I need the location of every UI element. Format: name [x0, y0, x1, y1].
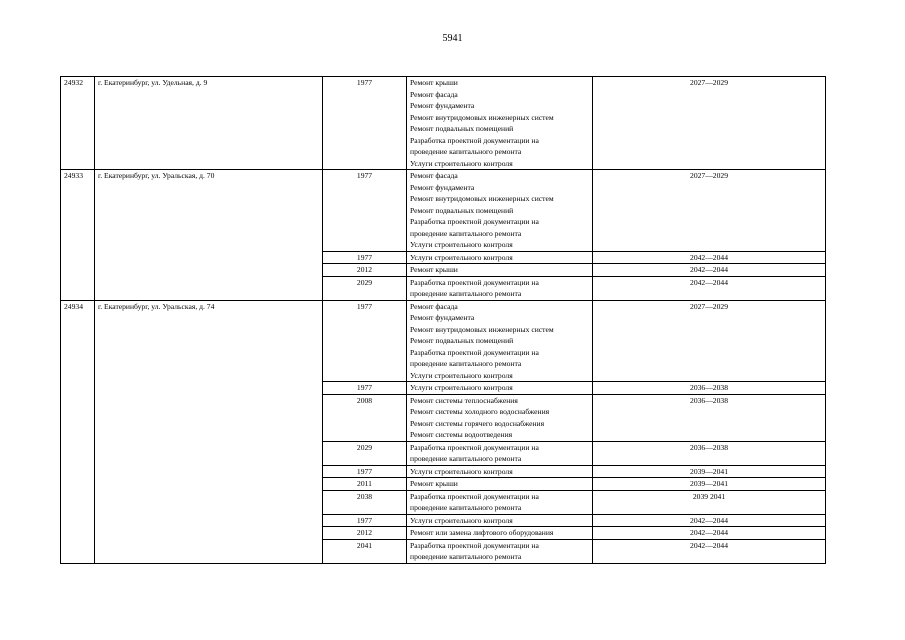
period-cell: 2036—2038	[593, 394, 826, 441]
table-body	[61, 77, 826, 564]
works-cell	[407, 394, 593, 441]
year-cell: 2038	[323, 490, 407, 514]
year-cell: 2011	[323, 478, 407, 491]
period-cell: 2036—2038	[593, 382, 826, 395]
period-cell: 2027—2029	[593, 170, 826, 252]
period-cell: 2039—2041	[593, 465, 826, 478]
work-item: Ремонт фундамента	[410, 313, 475, 322]
work-item: Услуги строительного контроля	[410, 158, 513, 168]
works-cell	[407, 465, 593, 478]
works-cell	[407, 539, 593, 563]
period-cell: 2027—2029	[593, 300, 826, 382]
period-cell: 2042—2044	[593, 514, 826, 527]
year-cell: 2029	[323, 276, 407, 300]
work-item: Услуги строительного контроля	[410, 466, 513, 476]
year-cell: 1977	[323, 251, 407, 264]
period-cell: 2039—2041	[593, 478, 826, 491]
year-cell: 1977	[323, 382, 407, 395]
building-id: 24933	[61, 170, 95, 301]
year-cell: 1977	[323, 77, 407, 170]
period-cell: 2042—2044	[593, 251, 826, 264]
period-cell: 2036—2038	[593, 441, 826, 465]
work-item: Услуги строительного контроля	[410, 252, 513, 262]
work-item: Услуги строительного контроля	[410, 383, 513, 392]
year-cell: 2012	[323, 264, 407, 277]
work-item: Услуги строительного контроля	[410, 370, 513, 380]
works-cell	[407, 77, 593, 170]
period-cell: 2042—2044	[593, 527, 826, 540]
work-item: Ремонт системы холодного водоснабжения	[410, 407, 550, 416]
work-item: Разработка проектной документации на	[410, 347, 539, 357]
work-item: Разработка проектной документации на	[410, 491, 539, 501]
works-cell	[407, 264, 593, 277]
work-item: проведение капитального ремонта	[410, 359, 522, 368]
work-item: Ремонт подвальных помещений	[410, 124, 514, 133]
work-item: проведение капитального ремонта	[410, 228, 522, 238]
work-item: проведение капитального ремонта	[410, 454, 522, 463]
work-item: Ремонт фасада	[410, 89, 458, 99]
year-cell: 1977	[323, 170, 407, 252]
period-cell: 2042—2044	[593, 264, 826, 277]
works-cell	[407, 527, 593, 540]
building-id: 24934	[61, 300, 95, 563]
works-cell	[407, 490, 593, 514]
work-item: Ремонт или замена лифтового оборудования	[410, 528, 554, 537]
work-item: Ремонт фасада	[410, 301, 458, 311]
work-item: проведение капитального ремонта	[410, 147, 522, 156]
work-item: Ремонт внутридомовых инженерных систем	[410, 194, 554, 203]
building-id: 24932	[61, 77, 95, 170]
year-cell: 1977	[323, 465, 407, 478]
work-item: Ремонт системы теплоснабжения	[410, 395, 518, 405]
work-item: Ремонт крыши	[410, 78, 458, 87]
work-item: Разработка проектной документации на	[410, 277, 539, 287]
works-cell	[407, 382, 593, 395]
building-address: г. Екатеринбург, ул. Удельная, д. 9	[95, 77, 323, 170]
work-item: Услуги строительного контроля	[410, 515, 513, 525]
work-item: Ремонт внутридомовых инженерных систем	[410, 324, 554, 334]
table-row	[61, 300, 826, 382]
work-item: Ремонт системы водоотведения	[410, 430, 513, 439]
work-item: Ремонт крыши	[410, 479, 458, 488]
work-item: Ремонт внутридомовых инженерных систем	[410, 112, 554, 122]
table-row	[61, 77, 826, 170]
works-cell	[407, 170, 593, 252]
year-cell: 2041	[323, 539, 407, 563]
work-item: проведение капитального ремонта	[410, 552, 522, 561]
works-cell	[407, 276, 593, 300]
work-item: Услуги строительного контроля	[410, 240, 513, 249]
work-item: проведение капитального ремонта	[410, 503, 522, 512]
work-item: Ремонт подвальных помещений	[410, 205, 514, 215]
work-item: Ремонт фундамента	[410, 101, 475, 110]
work-item: Разработка проектной документации на	[410, 135, 539, 145]
works-cell	[407, 300, 593, 382]
period-cell: 2042—2044	[593, 539, 826, 563]
period-cell: 2042—2044	[593, 276, 826, 300]
year-cell: 2012	[323, 527, 407, 540]
table-row	[61, 170, 826, 252]
work-item: Разработка проектной документации на	[410, 540, 539, 550]
works-cell	[407, 478, 593, 491]
works-cell	[407, 441, 593, 465]
year-cell: 2029	[323, 441, 407, 465]
work-item: Ремонт системы горячего водоснабжения	[410, 418, 545, 428]
work-item: Ремонт подвальных помещений	[410, 336, 514, 345]
work-item: Ремонт крыши	[410, 265, 458, 274]
works-cell	[407, 251, 593, 264]
work-item: Ремонт фундамента	[410, 182, 475, 192]
page-number: 5941	[442, 33, 463, 44]
capital-repair-table	[60, 76, 826, 564]
building-address: г. Екатеринбург, ул. Уральская, д. 70	[95, 170, 323, 301]
work-item: проведение капитального ремонта	[410, 289, 522, 298]
work-item: Разработка проектной документации на	[410, 217, 539, 226]
work-item: Ремонт фасада	[410, 171, 458, 180]
work-item: Разработка проектной документации на	[410, 442, 539, 452]
period-cell: 2027—2029	[593, 77, 826, 170]
year-cell: 1977	[323, 300, 407, 382]
year-cell: 1977	[323, 514, 407, 527]
year-cell: 2008	[323, 394, 407, 441]
building-address: г. Екатеринбург, ул. Уральская, д. 74	[95, 300, 323, 563]
period-cell: 2039 2041	[593, 490, 826, 514]
works-cell	[407, 514, 593, 527]
